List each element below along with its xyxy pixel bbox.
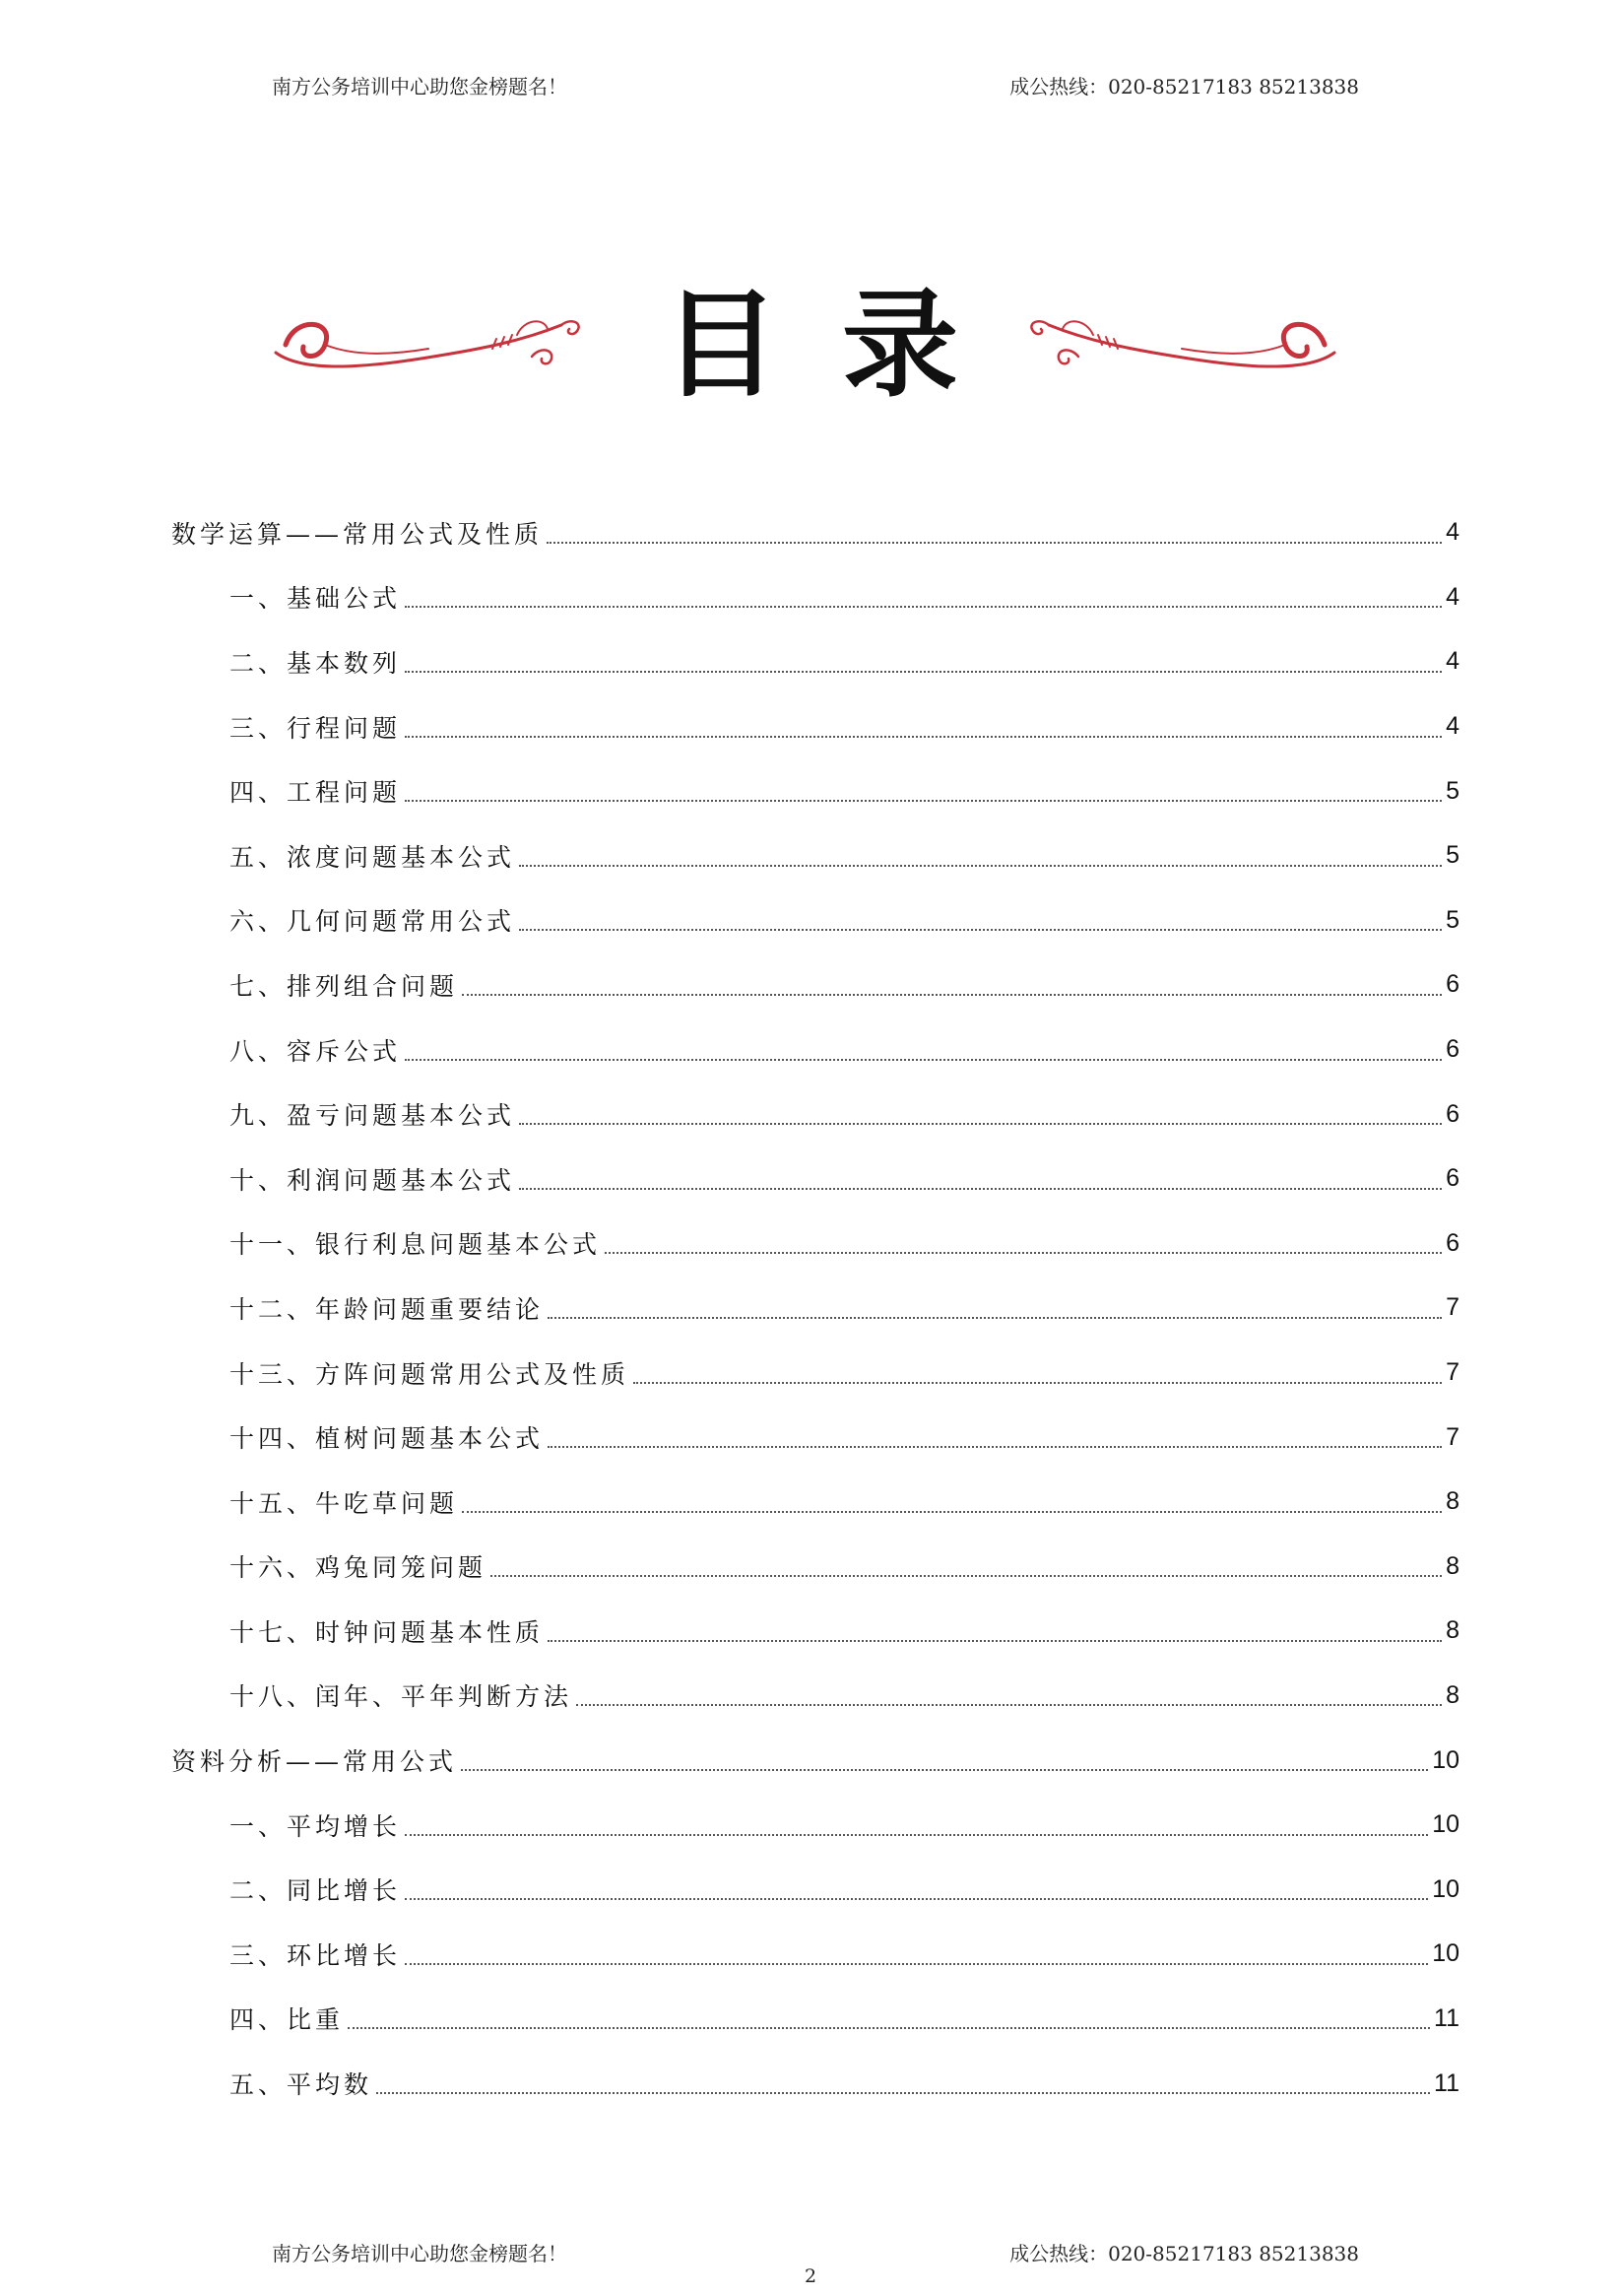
toc-entry-label: 八、容斥公式	[229, 1036, 402, 1066]
toc-entry-label: 十七、时钟问题基本性质	[229, 1617, 545, 1647]
toc-entry-label: 四、工程问题	[229, 778, 402, 808]
toc-entry-page: 10	[1432, 1939, 1459, 1968]
toc-dot-leader	[405, 1898, 1428, 1900]
toc-dot-leader	[405, 671, 1442, 673]
toc-entry[interactable]	[171, 1017, 1459, 1082]
toc-entry-page: 6	[1446, 1035, 1459, 1064]
toc-dot-leader	[462, 994, 1442, 996]
toc-dot-leader	[519, 1123, 1442, 1125]
toc-entry-page: 6	[1446, 1164, 1459, 1193]
toc-entry-label: 十六、鸡兔同笼问题	[229, 1553, 487, 1583]
toc-entry-page: 10	[1432, 1810, 1459, 1839]
toc-entry-page: 10	[1432, 1874, 1459, 1903]
toc-entry-label: 三、环比增长	[229, 1940, 402, 1970]
toc-entry-page: 8	[1446, 1616, 1459, 1645]
toc-entry-page: 7	[1446, 1422, 1459, 1451]
toc-entry-page: 6	[1446, 1228, 1459, 1257]
toc-dot-leader	[405, 1963, 1428, 1965]
toc-entry-page: 7	[1446, 1358, 1459, 1387]
toc-entry-label: 三、行程问题	[229, 713, 402, 743]
toc-entry[interactable]	[171, 1728, 1459, 1793]
toc-entry-label: 十五、牛吃草问题	[229, 1488, 459, 1518]
toc-entry-page: 11	[1434, 2068, 1459, 2097]
toc-entry[interactable]	[171, 1147, 1459, 1212]
toc-entry-label: 一、平均增长	[229, 1811, 402, 1841]
toc-entry[interactable]	[171, 1535, 1459, 1600]
toc-entry-label: 数学运算——常用公式及性质	[171, 519, 544, 549]
toc-entry[interactable]	[171, 1922, 1459, 1987]
toc-entry-label: 四、比重	[229, 2005, 345, 2035]
toc-entry-page: 4	[1446, 518, 1459, 547]
toc-entry-page: 5	[1446, 841, 1459, 870]
toc-entry-label: 五、平均数	[229, 2070, 373, 2100]
toc-dot-leader	[348, 2027, 1430, 2029]
toc-entry-page: 5	[1446, 776, 1459, 805]
toc-dot-leader	[633, 1382, 1442, 1384]
toc-entry-page: 8	[1446, 1551, 1459, 1580]
toc-dot-leader	[462, 1511, 1442, 1513]
toc-dot-leader	[548, 1317, 1442, 1319]
toc-entry-label: 十一、银行利息问题基本公式	[229, 1230, 602, 1260]
page-number: 2	[804, 2265, 817, 2287]
toc-entry-label: 二、同比增长	[229, 1876, 402, 1906]
toc-entry-label: 十八、闰年、平年判断方法	[229, 1682, 573, 1712]
toc-entry-label: 十三、方阵问题常用公式及性质	[229, 1359, 630, 1389]
toc-dot-leader	[548, 1640, 1442, 1642]
toc-dot-leader	[490, 1575, 1442, 1577]
toc-entry[interactable]	[171, 1405, 1459, 1470]
toc-entry-page: 4	[1446, 647, 1459, 676]
toc-dot-leader	[605, 1252, 1442, 1254]
toc-entry-label: 十、利润问题基本公式	[229, 1165, 516, 1195]
header-hotline: 成公热线：020-85217183 85213838	[1009, 75, 1359, 98]
toc-entry[interactable]	[171, 694, 1459, 759]
toc-entry[interactable]	[171, 1793, 1459, 1858]
title-block	[0, 277, 1621, 419]
toc-entry[interactable]	[171, 565, 1459, 630]
toc-entry-label: 五、浓度问题基本公式	[229, 842, 516, 872]
toc-entry-label: 一、基础公式	[229, 584, 402, 614]
toc-dot-leader	[547, 542, 1442, 544]
toc-dot-leader	[519, 865, 1442, 867]
footer-hotline: 成公热线：020-85217183 85213838	[1009, 2242, 1359, 2265]
toc-entry-label: 七、排列组合问题	[229, 971, 459, 1001]
toc-entry-page: 6	[1446, 970, 1459, 999]
toc-entry[interactable]	[171, 1857, 1459, 1922]
toc-dot-leader	[519, 929, 1442, 931]
toc-entry-label: 十二、年龄问题重要结论	[229, 1294, 545, 1324]
toc-dot-leader	[405, 1834, 1428, 1836]
toc-entry-label: 二、基本数列	[229, 648, 402, 678]
toc-entry-page: 8	[1446, 1487, 1459, 1516]
toc-entry[interactable]	[171, 1664, 1459, 1729]
toc-dot-leader	[405, 1059, 1442, 1061]
toc-dot-leader	[405, 736, 1442, 738]
toc-entry[interactable]	[171, 1082, 1459, 1147]
toc-entry[interactable]	[171, 758, 1459, 823]
footer-slogan: 南方公务培训中心助您金榜题名！	[272, 2242, 567, 2265]
toc-entry[interactable]	[171, 1276, 1459, 1341]
toc-entry[interactable]	[171, 823, 1459, 888]
toc-entry[interactable]	[171, 1212, 1459, 1277]
toc-entry[interactable]	[171, 500, 1459, 565]
toc-dot-leader	[461, 1769, 1428, 1771]
page-header	[272, 71, 1359, 110]
toc-entry-label: 九、盈亏问题基本公式	[229, 1101, 516, 1131]
toc-entry-page: 8	[1446, 1680, 1459, 1709]
toc-entry-page: 10	[1432, 1745, 1459, 1774]
toc-dot-leader	[548, 1446, 1442, 1448]
toc-entry[interactable]	[171, 1599, 1459, 1664]
toc-entry-page: 5	[1446, 905, 1459, 934]
right-flourish-ornament	[1019, 305, 1344, 384]
toc-entry[interactable]	[171, 1341, 1459, 1406]
toc-entry[interactable]	[171, 952, 1459, 1017]
toc-entry-page: 6	[1446, 1099, 1459, 1128]
toc-entry-label: 十四、植树问题基本公式	[229, 1424, 545, 1454]
toc-entry[interactable]	[171, 2051, 1459, 2116]
toc-entry[interactable]	[171, 1470, 1459, 1535]
toc-entry-label: 资料分析——常用公式	[171, 1747, 458, 1777]
toc-dot-leader	[376, 2092, 1430, 2094]
toc-dot-leader	[519, 1188, 1442, 1190]
toc-entry-page: 4	[1446, 582, 1459, 611]
header-slogan: 南方公务培训中心助您金榜题名！	[272, 75, 567, 98]
page-title: 目录	[662, 277, 1021, 413]
toc-entry-label: 六、几何问题常用公式	[229, 907, 516, 937]
toc-dot-leader	[576, 1704, 1442, 1706]
toc-entry[interactable]	[171, 629, 1459, 694]
toc-entry-page: 7	[1446, 1293, 1459, 1322]
toc-entry[interactable]	[171, 1987, 1459, 2052]
toc-dot-leader	[405, 800, 1442, 802]
table-of-contents	[171, 500, 1459, 2116]
toc-entry-page: 4	[1446, 712, 1459, 741]
toc-entry[interactable]	[171, 888, 1459, 953]
toc-dot-leader	[405, 606, 1442, 608]
toc-entry-page: 11	[1434, 2003, 1459, 2032]
